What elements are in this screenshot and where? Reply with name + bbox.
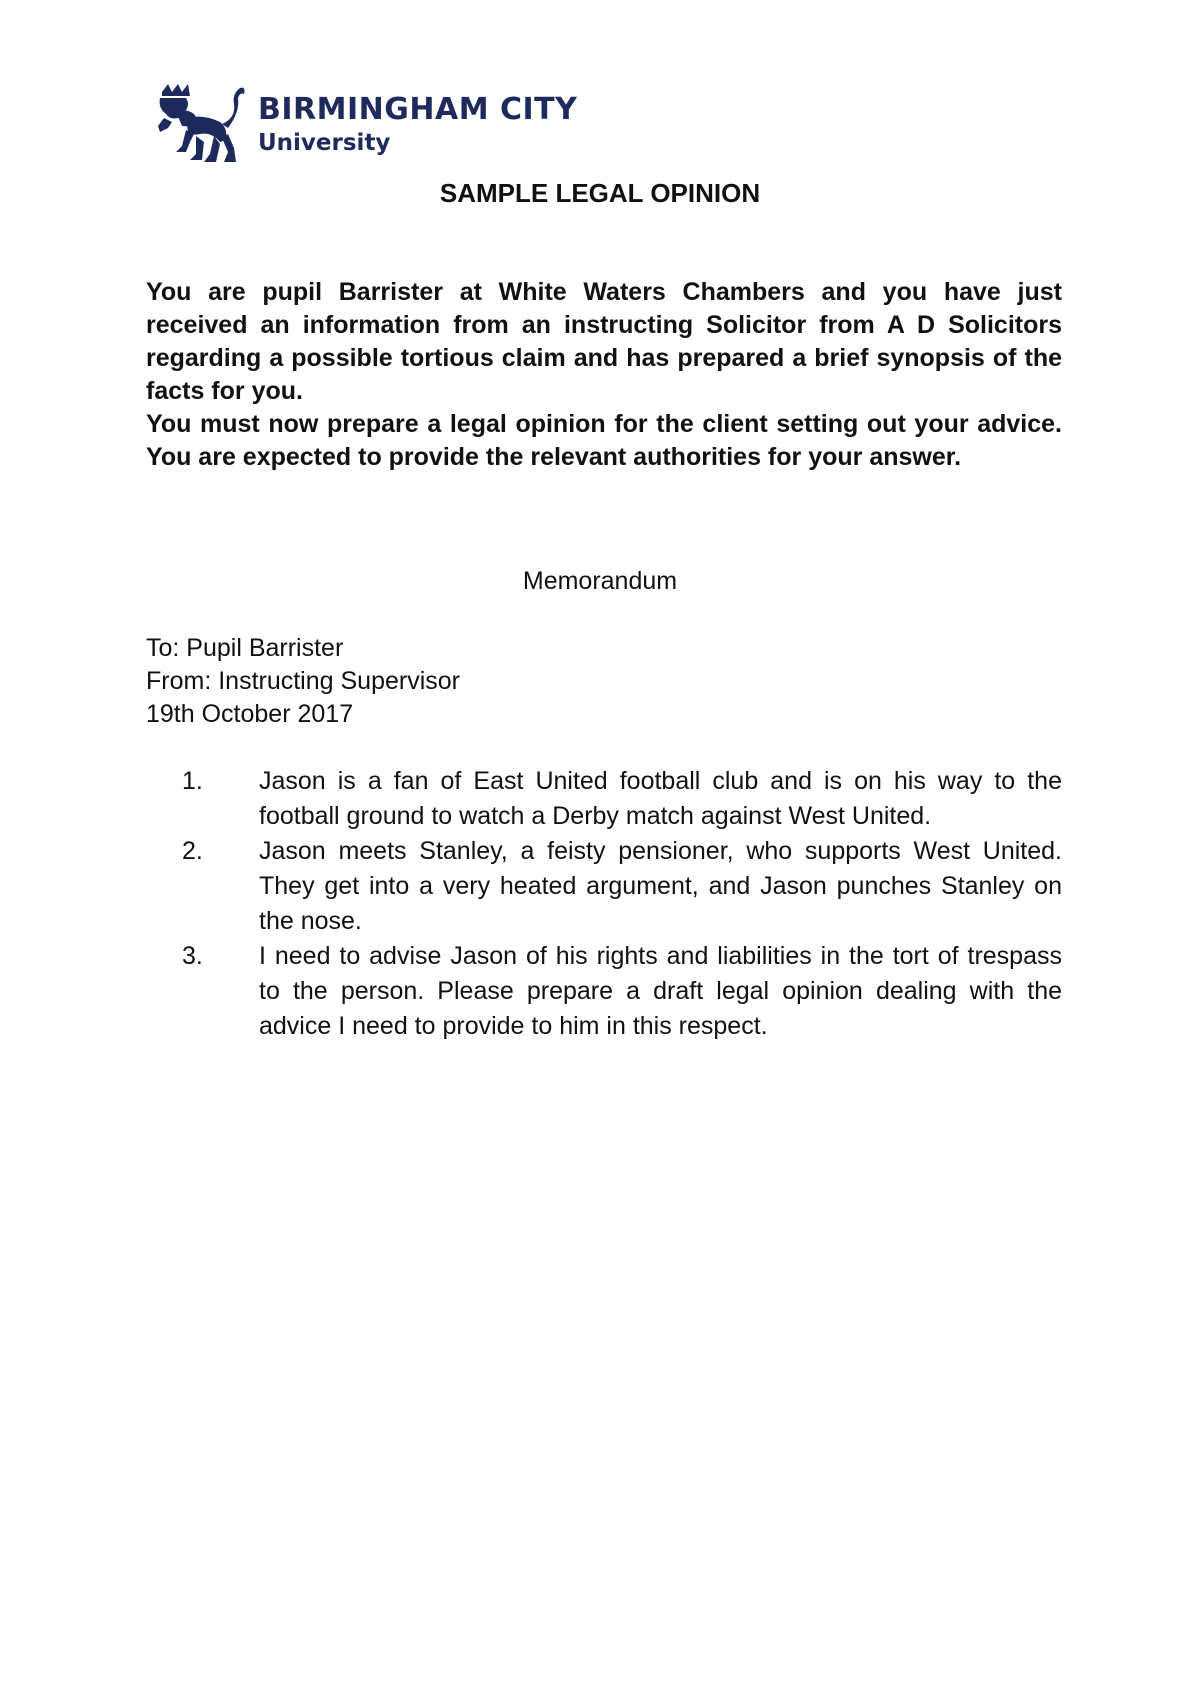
memo-to: To: Pupil Barrister xyxy=(146,634,344,662)
list-item-number: 3. xyxy=(182,942,203,970)
instructions-paragraph-2: You must now prepare a legal opinion for the client setting out your advice. You are expected to provide the relevant authorities for your answer. xyxy=(146,410,1062,471)
university-logo xyxy=(156,82,576,166)
list-item-number: 1. xyxy=(182,767,203,795)
instructions-block xyxy=(146,276,1062,474)
facts-list xyxy=(146,764,1062,1044)
list-item-text: I need to advise Jason of his rights and liabilities in the tort of trespass to the person. Please prepare a draft legal opinion dealing with the advice I need to provide to him in this respect. xyxy=(259,942,1062,1040)
logo-wordmark-line1: BIRMINGHAM CITY xyxy=(258,92,578,127)
document-title: SAMPLE LEGAL OPINION xyxy=(439,178,761,208)
memo-date: 19th October 2017 xyxy=(146,700,354,728)
memorandum-header xyxy=(146,632,460,731)
instructions-paragraph-1: You are pupil Barrister at White Waters Chambers and you have just received an information from an instructing Solicitor from A D Solicitors regarding a possible tortious claim and has prepared a brief synopsis of the facts for you. xyxy=(146,278,1062,405)
list-item xyxy=(146,764,1062,834)
memorandum-heading: Memorandum xyxy=(522,567,678,595)
list-item-text: Jason is a fan of East United football club and is on his way to the football ground to watch a Derby match against West United. xyxy=(259,767,1062,830)
list-item xyxy=(146,834,1062,939)
memo-from: From: Instructing Supervisor xyxy=(146,667,460,695)
logo-wordmark-line2: University xyxy=(258,130,391,156)
list-item xyxy=(146,939,1062,1044)
lion-rampant-icon xyxy=(156,82,248,166)
list-item-text: Jason meets Stanley, a feisty pensioner, who supports West United. They get into a very heated argument, and Jason punches Stanley on the nose. xyxy=(259,837,1062,935)
list-item-number: 2. xyxy=(182,837,203,865)
